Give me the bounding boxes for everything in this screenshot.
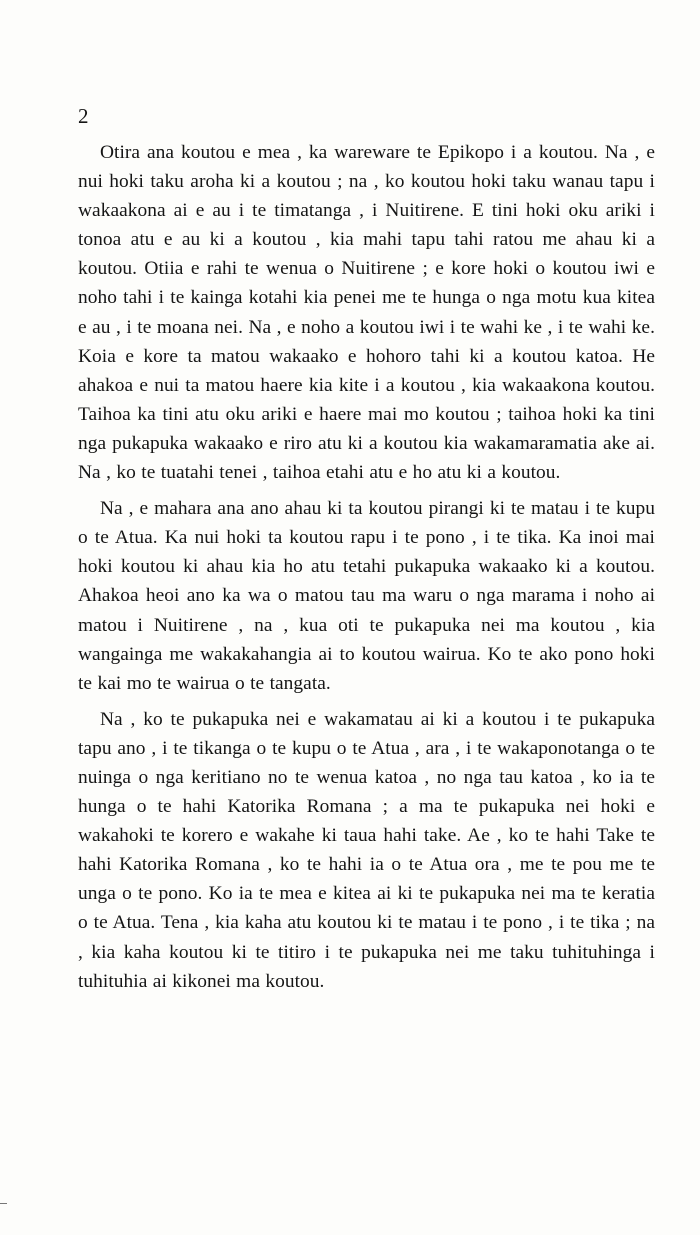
paragraph-1: Otira ana koutou e mea , ka wareware te Epikopo i a koutou. Na , e nui hoki taku aroha ki a koutou ; na , ko koutou hoki taku wanau tapu i wakaakona ai e au i te timatanga , i Nuitirene. E tini hoki oku ariki i tonoa atu e au ki a koutou , kia mahi tapu tahi ratou me ahau ki a koutou. Otiia e rahi te wenua o Nuitirene ; e kore hoki o koutou iwi e noho tahi i te kainga kotahi kia penei me te hunga o nga motu kua kitea e au , i te moana nei. Na , e noho a koutou iwi i te wahi ke , i te wahi ke. Koia e kore ta matou wakaako e hohoro tahi ki a koutou katoa. He ahakoa e nui ta matou haere kia kite i a koutou , kia wakaakona koutou. Taihoa ka tini atu oku ariki e haere mai mo koutou ; taihoa hoki ka tini nga pukapuka wakaako e riro atu ki a koutou kia wakamaramatia ake ai. Na , ko te tuatahi tenei , taihoa etahi atu e ho atu ki a koutou. (78, 142, 655, 484)
body-text (78, 138, 655, 996)
page-number: 2 (78, 104, 89, 128)
paragraph-2: Na , e mahara ana ano ahau ki ta koutou pirangi ki te matau i te kupu o te Atua. Ka nui hoki ta koutou rapu i te pono , i te tika. Ka inoi mai hoki koutou ki ahau kia ho atu tetahi pukapuka wakaako ki a koutou. Ahakoa heoi ano ka wa o matou tau ma waru o nga marama i noho ai matou i Nuitirene , na , kua oti te pukapuka nei ma koutou , kia wangainga me wakakahangia ai to koutou wairua. Ko te ako pono hoki te kai mo te wairua o te tangata. (78, 498, 655, 694)
page-edge-mark (0, 1203, 7, 1204)
paragraph-3: Na , ko te pukapuka nei e wakamatau ai ki a koutou i te pukapuka tapu ano , i te tikanga o te kupu o te Atua , ara , i te wakaponotanga o te nuinga o nga keritiano no te wenua katoa , no nga tau katoa , ko ia te hunga o te hahi Katorika Romana ; a ma te pukapuka nei hoki e wakahoki te korero e wakahe ki taua hahi take. Ae , ko te hahi Take te hahi Katorika Romana , ko te hahi ia o te Atua ora , me te pou me te unga o te pono. Ko ia te mea e kitea ai ki te pukapuka nei ma te keratia o te Atua. Tena , kia kaha atu koutou ki te matau i te pono , i te tika ; na , kia kaha koutou ki te titiro i te pukapuka nei me taku tuhituhinga i tuhituhia ai kikonei ma koutou. (78, 708, 655, 992)
